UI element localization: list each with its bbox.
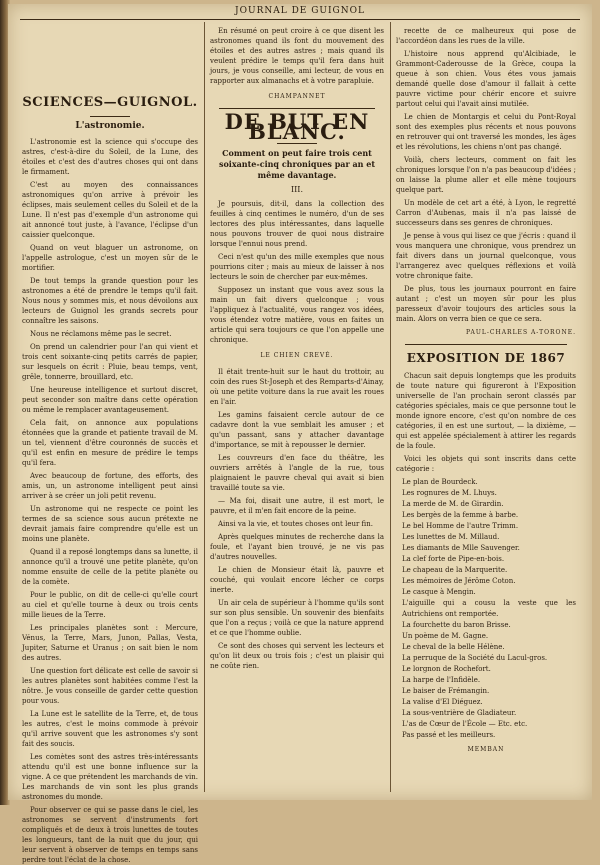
column-1 bbox=[22, 26, 198, 864]
headline-sciences-guignol: SCIENCES—GUIGNOL. bbox=[22, 95, 198, 110]
running-header: JOURNAL DE GUIGNOL bbox=[235, 6, 365, 16]
list-item: Le bel Homme de l'autre Trimm. bbox=[402, 522, 519, 530]
paragraph: Voilà, chers lecteurs, comment on fait les chroniques lorsque l'on n'a pas beaucoup d'idées ; on laisse la plume aller et elle mène toujours quelque part. bbox=[396, 156, 576, 194]
paragraph: Le chien de Montargis et celui du Pont-Royal sont des exemples plus récents et nous pouvons en retrouver qui ont traversé les mondes, les âges et les révolutions, les chiens n'ont pas changé. bbox=[396, 113, 576, 151]
list-item: La perruque de la Société du Lacul-gros. bbox=[402, 654, 548, 662]
list-item: Le plan de Bourdeck. bbox=[402, 478, 478, 486]
exhibit-list bbox=[402, 477, 576, 741]
paragraph: Voici les objets qui sont inscrits dans cette catégorie : bbox=[396, 455, 576, 473]
paragraph: L'astronomie est la science qui s'occupe des astres, c'est-à-dire du Soleil, de la Lune, des étoiles et c'est des d'autres choses qui ont dans le firmament. bbox=[22, 138, 198, 176]
paragraph: C'est au moyen des connaissances astronomiques qu'on arrive à prévoir les éclipses, mais seulement celles du Soleil et de la Lune. Il n'est pas d'exemple d'un astronome qui ait annoncé tout juste, à l'avance, l'éclipse d'un caissier quelconque. bbox=[22, 181, 198, 239]
deck-chroniques: Comment on peut faire trois cent soixante-cinq chroniques par an et même davantage. bbox=[218, 148, 376, 180]
subhead-astronomie: L'astronomie. bbox=[75, 121, 145, 131]
list-item: L'aiguille qui a cousu la veste que les Autrichiens ont remportée. bbox=[402, 599, 576, 618]
paragraph: Un air cela de supérieur à l'homme qu'ils sont sur son plus sensible. Un souvenir des bienfaits que l'on a reçus ; voilà ce que la nature apprend et ce que l'homme oublie. bbox=[210, 599, 384, 637]
column-3 bbox=[396, 26, 576, 800]
list-item: La valise d'El Diéguez. bbox=[402, 698, 483, 706]
headline-rule bbox=[90, 116, 130, 117]
paragraph: Quand il a reposé longtemps dans sa lunette, il annonce qu'il a trouvé une petite planète, qu'on nomme ensuite de celle de la petite planète ou de la comète. bbox=[22, 548, 198, 586]
signature-memban: MEMBAN bbox=[467, 746, 505, 753]
paragraph: On prend un calendrier pour l'an qui vient et trois cent soixante-cinq petits carrés de papier, sur lesquels on écrit : Pluie, beau temps, vent, grêle, tonnerre, brouillard, etc. bbox=[22, 343, 198, 381]
signature-author: PAUL-CHARLES A-TORONE. bbox=[466, 329, 576, 336]
paragraph: Nous ne réclamons même pas le secret. bbox=[30, 330, 172, 338]
paragraph: Supposez un instant que vous avez sous la main un fait divers quelconque ; vous l'appliquez à l'actualité, vous rangez vos idées, vous étendez votre matière, vous en faites un article qui sera toujours ce que l'on appelle une chronique. bbox=[210, 286, 384, 344]
list-item: La fourchette du baron Brisse. bbox=[402, 621, 511, 629]
paragraph: Ceci n'est qu'un des mille exemples que nous pourrions citer ; mais au mieux de laisser à nos lecteurs le soin de chercher par eux-mêmes. bbox=[210, 253, 384, 281]
paragraph: Avec beaucoup de fortune, des efforts, des amis, un, un astronome intelligent peut ainsi arriver à se créer un joli petit revenu. bbox=[22, 472, 198, 500]
list-item: La merde de M. de Girardin. bbox=[402, 500, 504, 508]
list-item: Le baiser de Frémangin. bbox=[402, 687, 490, 695]
article-body-chroniques bbox=[210, 199, 384, 671]
headline-de-but-en-blanc: DE BUT EN BLANC. bbox=[224, 109, 370, 144]
paragraph: Chacun sait depuis longtemps que les produits de toute nature qui figureront à l'Exposition universelle de l'an prochain seront classés par catégories spéciales, mais ce que personne tout le monde ignore encore, c'est qu'on nombre de ces catégories, il en est une surtout, — la dixième, — qui est appelée spécialement à attirer les regards de la foule. bbox=[396, 372, 576, 450]
headline-exposition-1867: EXPOSITION DE 1867 bbox=[406, 351, 566, 365]
paragraph: L'histoire nous apprend qu'Alcibiade, le Grammont-Caderousse de la Grèce, coupa la queue à son chien. Vous étes vous jamais demandé quelle dose d'amour il fallait à cette pauvre victime pour chérir encore et suivre partout celui qui l'avait ainsi mutilée. bbox=[396, 50, 576, 108]
paragraph: De plus, tous les journaux pourront en faire autant ; c'est un moyen sûr pour les plus paresseux d'avoir toujours des articles sous la main. Alors on verra bien ce que ce sera. bbox=[396, 285, 576, 323]
article-body-exposition bbox=[396, 371, 576, 474]
section-title-chien-creve: LE CHIEN CREVÉ. bbox=[260, 352, 334, 359]
paragraph: En résumé on peut croire à ce que disent les astronomes quand ils font du mouvement des étoiles et des autres astres ; mais quand ils veulent prédire le temps qu'il fera dans huit jours, je vous conseille, ami lecteur, de vous en rapporter aux almanachs et à votre parapluie. bbox=[210, 27, 384, 85]
list-item: La clef forte de Pipe-en-bois. bbox=[402, 555, 505, 563]
paragraph: Une question fort délicate est celle de savoir si les autres planètes sont habitées comme l'est la nôtre. Je vous conseille de garder cette question pour vous. bbox=[22, 667, 198, 705]
section-number: III. bbox=[290, 185, 304, 194]
paragraph: De tout temps la grande question pour les astronomes a été de prendre le temps qu'il fait. Nous nous y sommes mis, et nous dévoilons aux lecteurs de Guignol les grands secrets pour connaître les saisons. bbox=[22, 277, 198, 325]
list-item: Le chapeau de la Marquerite. bbox=[402, 566, 508, 574]
header-rule bbox=[20, 19, 580, 20]
list-item: L'as de Cœur de l'École — Etc. etc. bbox=[402, 720, 528, 728]
paragraph: Il était trente-huit sur le haut du trottoir, au coin des rues St-Joseph et des Remparts-d'Ainay, où une petite voiture dans la rue avait les roues en l'air. bbox=[210, 368, 384, 406]
paragraph: Les gamins faisaient cercle autour de ce cadavre dont la vue semblait les amuser ; et qu'un passant, sans y attacher davantage d'importance, se mit à repousser le dernier. bbox=[210, 411, 384, 449]
paragraph: Quand on veut blaguer un astronome, on l'appelle astrologue, c'est un moyen sûr de le mortifier. bbox=[22, 244, 198, 272]
paragraph: Ce sont des choses qui servent les lecteurs et qu'on lit deux ou trois fois ; c'est un plaisir qui ne coûte rien. bbox=[210, 642, 384, 670]
column-divider-1 bbox=[204, 22, 205, 792]
paragraph: Les principales planètes sont : Mercure, Vénus, la Terre, Mars, Junon, Pallas, Vesta, Jupiter, Saturne et Uranus ; on sait bien le nom des autres. bbox=[22, 624, 198, 662]
paragraph: Cela fait, on annonce aux populations étonnées que la grande et patiente travail de M. un tel, viennent d'être couronnés de succès et qu'il est enfin en mesure de prédire le temps qu'il fera. bbox=[22, 419, 198, 467]
column-2 bbox=[210, 26, 384, 800]
paragraph: — Ma foi, disait une autre, il est mort, le pauvre, et il m'en fait encore de la peine. bbox=[210, 497, 384, 515]
signature-champannet: CHAMPANNET bbox=[268, 93, 326, 100]
paragraph: La Lune est le satellite de la Terre, et, de tous les autres, c'est le moins commode à prévoir qu'il arrive souvent que les astronomes s'y sont fait des soucis. bbox=[22, 710, 198, 748]
list-item: Le cheval de la belle Hélène. bbox=[402, 643, 505, 651]
paragraph: recette de ce malheureux qui pose de l'accordéon dans les rues de la ville. bbox=[396, 27, 576, 45]
list-item: Les diamants de Mlle Sauvenger. bbox=[402, 544, 520, 552]
list-item: Les bergès de la femme à barbe. bbox=[402, 511, 519, 519]
paragraph: Je pense à vous qui lisez ce que j'écris : quand il vous manquera une chronique, vous prendrez un fait divers dans un journal quelconque, vous l'arrangerez avec quelques réflexions et voilà votre chronique faite. bbox=[396, 232, 576, 280]
article-body-astronomie-end bbox=[210, 26, 384, 86]
list-item: Les mémoires de Jérôme Coton. bbox=[402, 577, 516, 585]
list-item: Les rognures de M. Lhuys. bbox=[402, 489, 497, 497]
list-item: Pas passé et les meilleurs. bbox=[402, 731, 496, 739]
paragraph: Pour observer ce qui se passe dans le ciel, les astronomes se servent d'instruments fort compliqués et de deux à trois lunettes de toutes les longueurs, tant de la nuit que du jour, qui leur servent à observer de temps en temps sans perdre tout l'éclat de la chose. bbox=[22, 806, 198, 864]
paragraph: Une heureuse intelligence et surtout discret, peut seconder son maître dans cette opération ou même le remplacer avantageusement. bbox=[22, 386, 198, 414]
list-item: Un poème de M. Gagne. bbox=[402, 632, 489, 640]
paragraph: Un modèle de cet art a été, à Lyon, le regretté Carron d'Aubenas, mais il n'a pas laissé de successeurs dans ses genres de chroniques. bbox=[396, 199, 576, 227]
list-item: La harpe de l'Infidèle. bbox=[402, 676, 481, 684]
article-body-chroniques-end bbox=[396, 26, 576, 324]
list-item: La sous-ventrière de Gladiateur. bbox=[402, 709, 517, 717]
paragraph: Pour le public, on dit de celle-ci qu'elle court au ciel et qu'elle tourne à deux ou trois cents mille lieues de la Terre. bbox=[22, 591, 198, 619]
list-item: Le casque à Mengin. bbox=[402, 588, 476, 596]
paragraph: Après quelques minutes de recherche dans la foule, et l'ayant bien trouvé, je ne vis pas d'autres nouvelles. bbox=[210, 533, 384, 561]
paragraph: Je poursuis, dit-il, dans la collection des feuilles à cinq centimes le numéro, d'un de ses lectores des plus intéressantes, dans laquelle nous pouvons trouver de quoi nous distraire lorsque l'ennui nous prend. bbox=[210, 200, 384, 248]
paragraph: Un astronome qui ne respecte ce point les termes de sa science sous aucun prétexte ne devrait jamais faire comprendre qu'elle est un moins une planète. bbox=[22, 505, 198, 543]
paragraph: Les comètes sont des astres très-intéressants attendu qu'il est une bonne influence sur la vigne. A ce que prétendent les marchands de vin. Les marchands de vin sont les plus grands astronomes du monde. bbox=[22, 753, 198, 801]
paragraph: Les couvreurs d'en face du théâtre, les ouvriers arrêtés à l'angle de la rue, tous plaignaient le pauvre cheval qui avait si bien travaillé toute sa vie. bbox=[210, 454, 384, 492]
list-item: Les lunettes de M. Millaud. bbox=[402, 533, 500, 541]
column-divider-2 bbox=[390, 22, 391, 792]
article-body-astronomie bbox=[22, 137, 198, 865]
paragraph: Ainsi va la vie, et toutes choses ont leur fin. bbox=[218, 520, 373, 528]
section-rule bbox=[405, 344, 567, 345]
list-item: Le lorgnon de Rochefort. bbox=[402, 665, 491, 673]
paragraph: Le chien de Monsieur était là, pauvre et couché, qui voulait encore lécher ce corps inerte. bbox=[210, 566, 384, 594]
